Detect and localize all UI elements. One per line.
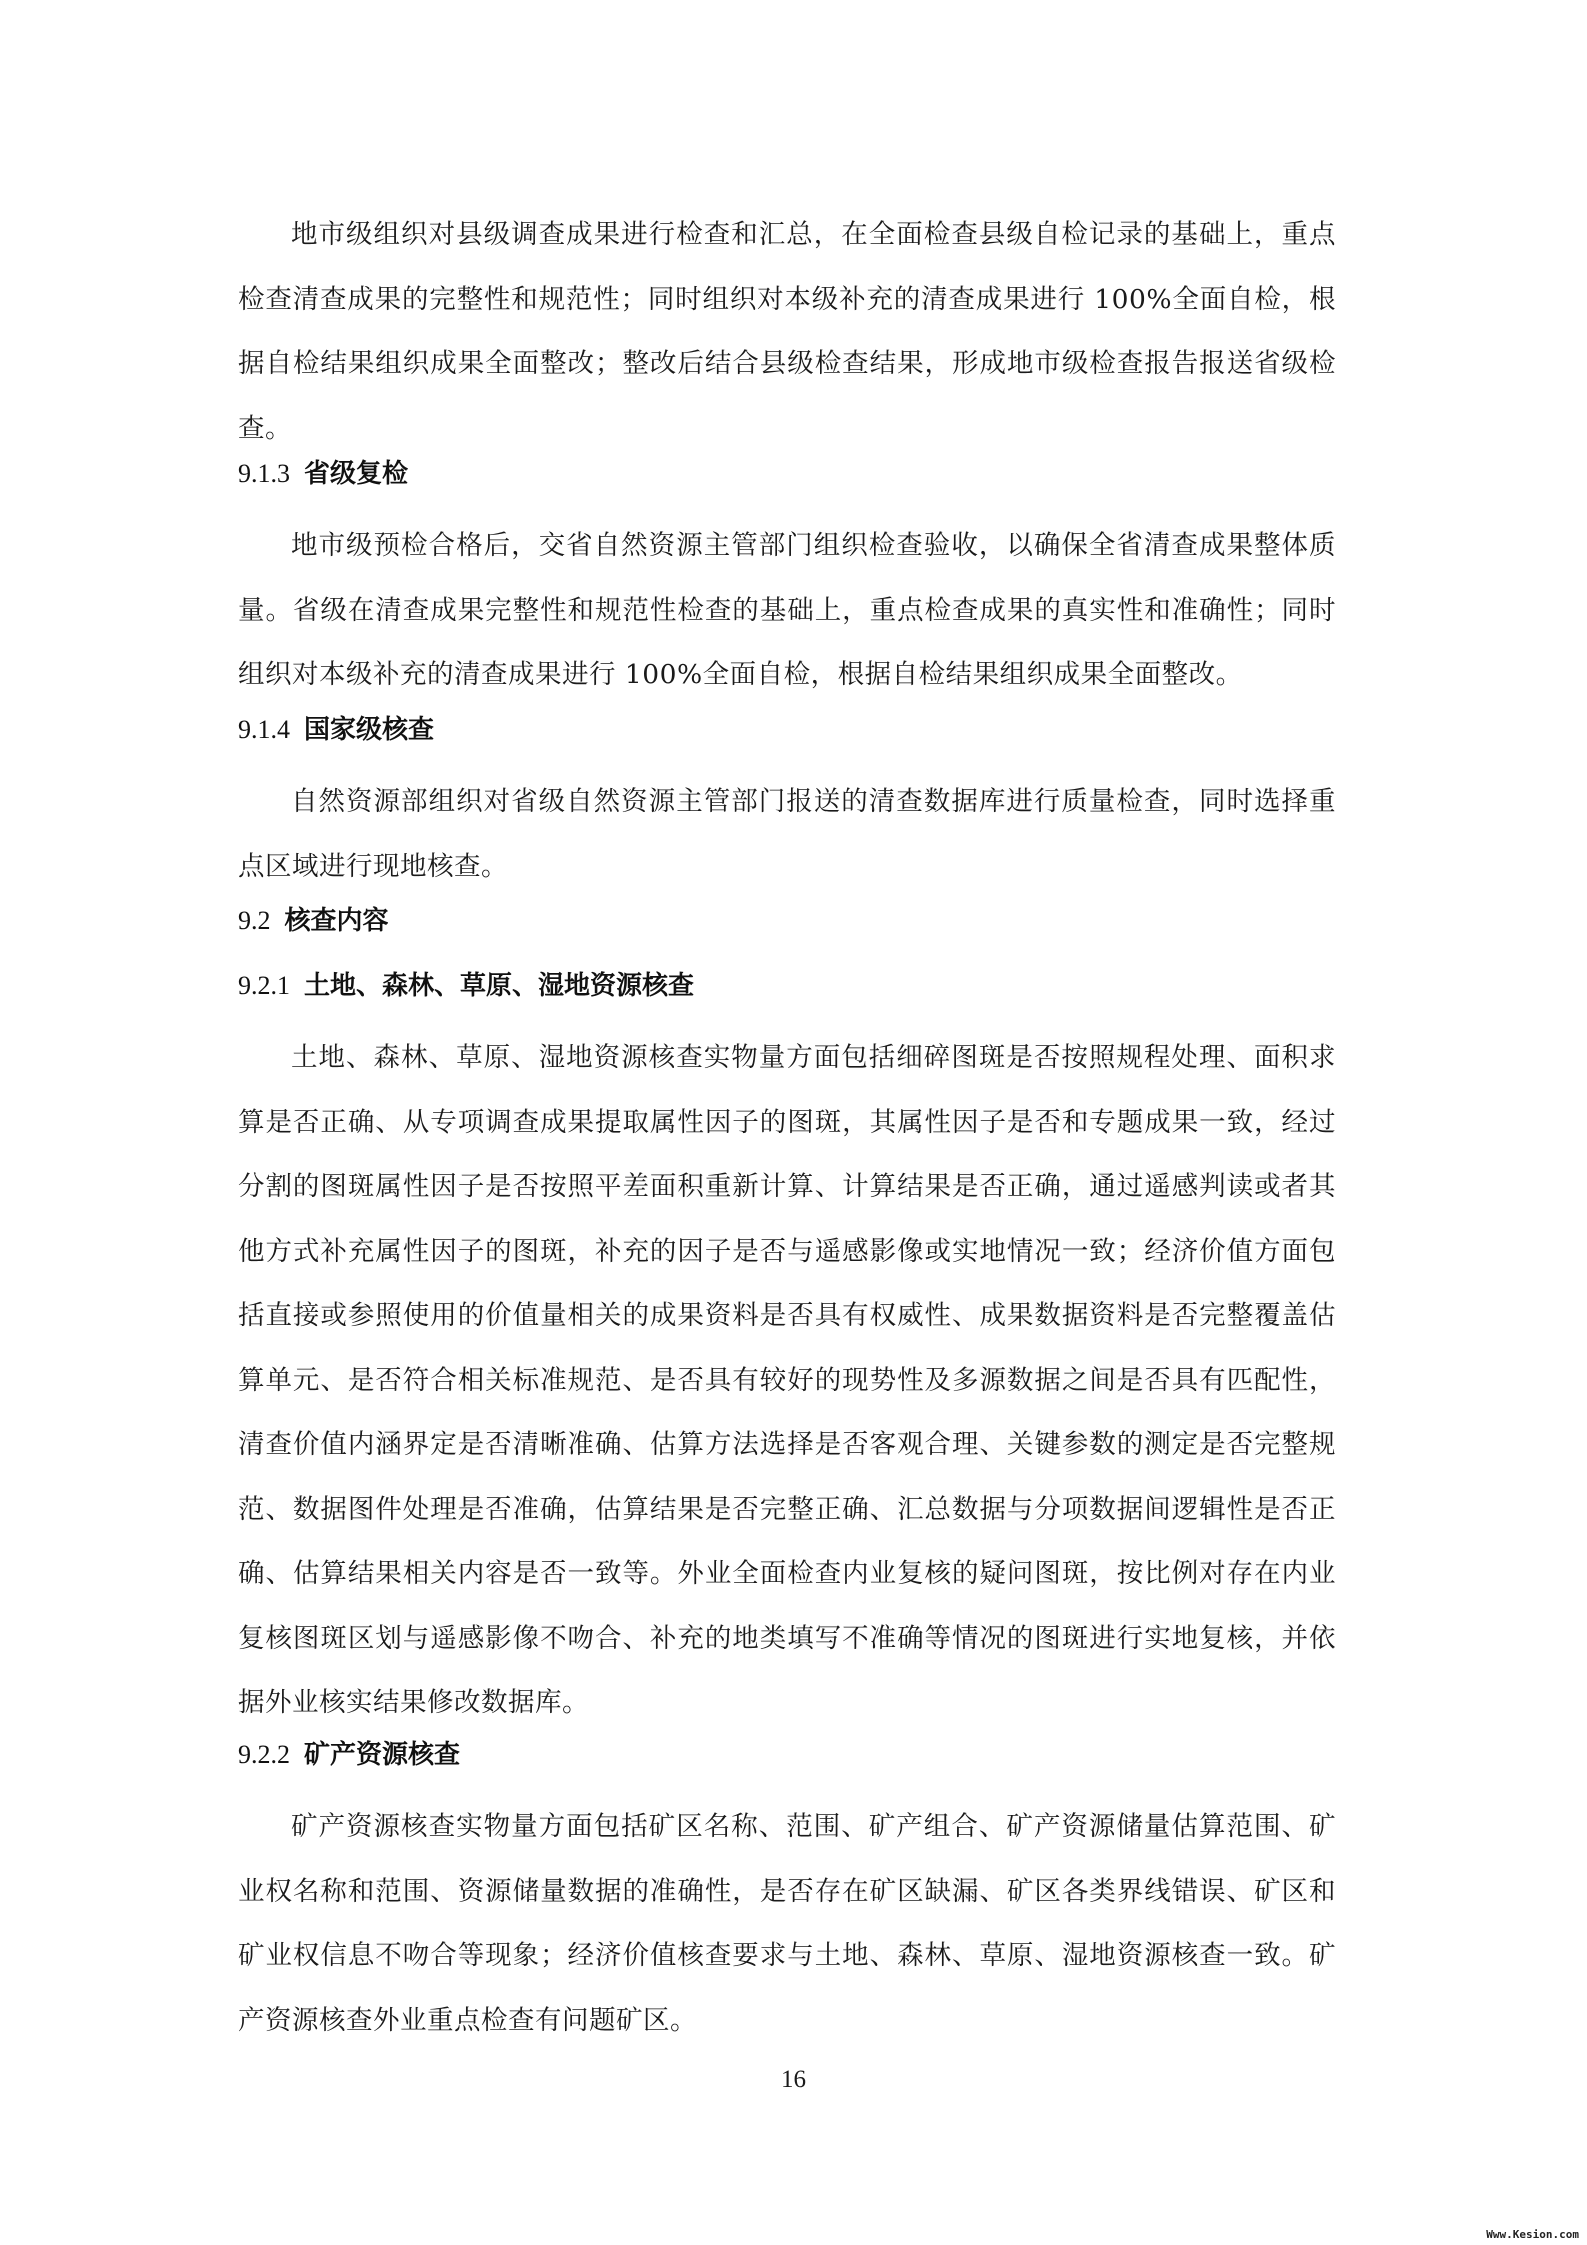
paragraph-municipal-check: 地市级组织对县级调查成果进行检查和汇总，在全面检查县级自检记录的基础上，重点检查清查成果的完整性和规范性；同时组织对本级补充的清查成果进行 100%全面自检，根据自检结果组织成果全面整改；整改后结合县级检查结果，形成地市级检查报告报送省级检查。 [238, 219, 1336, 444]
heading-number: 9.2.2 [238, 1740, 290, 1769]
paragraph-land-forest-check: 土地、森林、草原、湿地资源核查实物量方面包括细碎图斑是否按照规程处理、面积求算是否正确、从专项调查成果提取属性因子的图斑，其属性因子是否和专题成果一致，经过分割的图斑属性因子是否按照平差面积重新计算、计算结果是否正确，通过遥感判读或者其他方式补充属性因子的图斑，补充的因子是否与遥感影像或实地情况一致；经济价值方面包括直接或参照使用的价值量相关的成果资料是否具有权威性、成果数据资料是否完整覆盖估算单元、是否符合相关标准规范、是否具有较好的现势性及多源数据之间是否具有匹配性，清查价值内涵界定是否清晰准确、估算方法选择是否客观合理、关键参数的测定是否完整规范、数据图件处理是否准确，估算结果是否完整正确、汇总数据与分项数据间逻辑性是否正确、估算结果相关内容是否一致等。外业全面检查内业复核的疑问图斑，按比例对存在内业复核图斑区划与遥感影像不吻合、补充的地类填写不准确等情况的图斑进行实地复核，并依据外业核实结果修改数据库。 [238, 1042, 1336, 1718]
paragraph-provincial-recheck: 地市级预检合格后，交省自然资源主管部门组织检查验收，以确保全省清查成果整体质量。省级在清查成果完整性和规范性检查的基础上，重点检查成果的真实性和准确性；同时组织对本级补充的清查成果进行 100%全面自检，根据自检结果组织成果全面整改。 [238, 530, 1336, 690]
heading-title: 土地、森林、草原、湿地资源核查 [304, 971, 695, 1001]
heading-number: 9.2 [238, 906, 271, 935]
heading-number: 9.1.4 [238, 715, 290, 744]
heading-number: 9.1.3 [238, 459, 290, 488]
page-number: 16 [781, 2066, 806, 2093]
paragraph-mineral-check: 矿产资源核查实物量方面包括矿区名称、范围、矿产组合、矿产资源储量估算范围、矿业权名称和范围、资源储量数据的准确性，是否存在矿区缺漏、矿区各类界线错误、矿区和矿业权信息不吻合等现象；经济价值核查要求与土地、森林、草原、湿地资源核查一致。矿产资源核查外业重点检查有问题矿区。 [238, 1811, 1336, 2036]
watermark: Www.Kesion.com [1486, 2228, 1579, 2241]
heading-9-2-2 [238, 1737, 460, 1773]
heading-9-2-1 [238, 968, 694, 1004]
heading-title: 矿产资源核查 [304, 1740, 461, 1770]
heading-9-1-4 [238, 712, 434, 748]
heading-9-1-3 [238, 456, 408, 492]
heading-title: 核查内容 [284, 906, 389, 936]
heading-title: 省级复检 [304, 459, 409, 489]
heading-title: 国家级核查 [304, 715, 435, 745]
heading-9-2 [238, 903, 389, 939]
paragraph-national-check: 自然资源部组织对省级自然资源主管部门报送的清查数据库进行质量检查，同时选择重点区域进行现地核查。 [238, 786, 1336, 882]
heading-number: 9.2.1 [238, 971, 290, 1000]
